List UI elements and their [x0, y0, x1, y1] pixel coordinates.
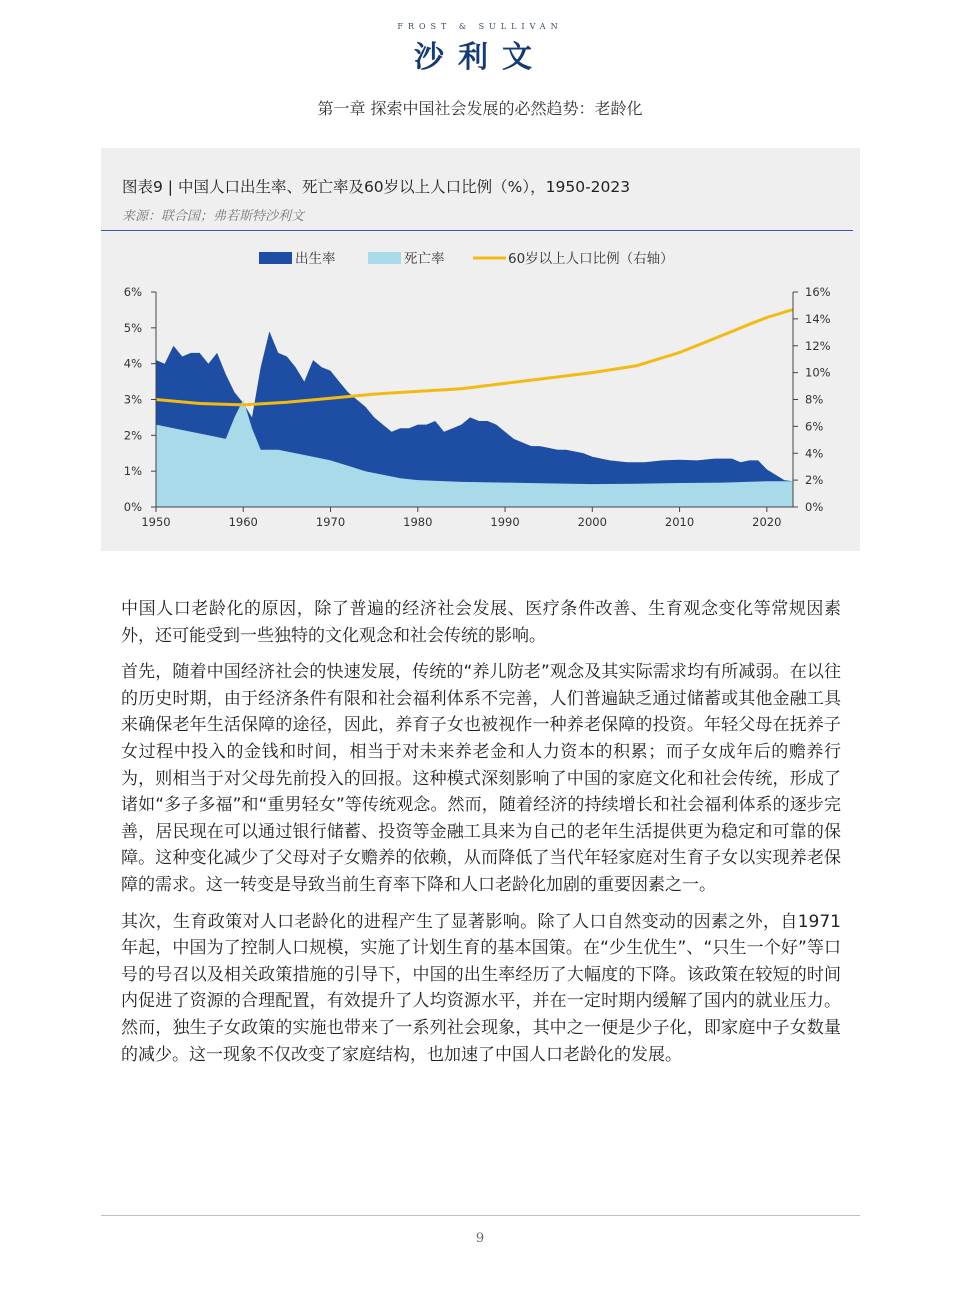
chapter-title: 第一章 探索中国社会发展的必然趋势：老龄化 [317, 99, 643, 118]
y-left-tick-label: 4% [123, 356, 142, 371]
brand-english: FROST & SULLIVAN [397, 22, 563, 31]
article-body [121, 596, 841, 1078]
figure-source: 来源：联合国；弗若斯特沙利文 [122, 209, 305, 224]
y-left-tick-label: 0% [123, 500, 142, 514]
population-chart [101, 148, 860, 551]
x-tick-label: 2010 [664, 515, 695, 529]
y-left-tick-label: 6% [123, 285, 142, 299]
x-tick-label: 1980 [403, 515, 433, 529]
footer-divider [101, 1215, 860, 1216]
y-left-tick-label: 3% [123, 392, 142, 407]
y-left-tick-label: 1% [123, 464, 142, 479]
paragraph-1: 中国人口老龄化的原因，除了普遍的经济社会发展、医疗条件改善、生育观念变化等常规因素外，还可能受到一些独特的文化观念和社会传统的影响。 [121, 599, 841, 646]
y-right-tick-label: 0% [805, 500, 824, 514]
paragraph-3: 其次，生育政策对人口老龄化的进程产生了显著影响。除了人口自然变动的因素之外，自1971年起，中国为了控制人口规模，实施了计划生育的基本国策。在“少生优生”、“只生一个好”等口号的号召以及相关政策措施的引导下，中国的出生率经历了大幅度的下降。该政策在较短的时间内促进了资源的合理配置，有效提升了人均资源水平，并在一定时期内缓解了国内的就业压力。然而，独生子女政策的实施也带来了一系列社会现象，其中之一便是少子化，即家庭中子女数量的减少。这一现象不仅改变了家庭结构，也加速了中国人口老龄化的发展。 [121, 911, 841, 1065]
paragraph-2: 首先，随着中国经济社会的快速发展，传统的“养儿防老”观念及其实际需求均有所减弱。在以往的历史时期，由于经济条件有限和社会福利体系不完善，人们普遍缺乏通过储蓄或其他金融工具来确保老年生活保障的途径，因此，养育子女也被视作一种养老保障的投资。年轻父母在抚养子女过程中投入的金钱和时间，相当于对未来养老金和人力资本的积累；而子女成年后的赡养行为，则相当于对父母先前投入的回报。这种模式深刻影响了中国的家庭文化和社会传统，形成了诸如“多子多福”和“重男轻女”等传统观念。然而，随着经济的持续增长和社会福利体系的逐步完善，居民现在可以通过银行储蓄、投资等金融工具来为自己的老年生活提供更为稳定和可靠的保障。这种变化减少了父母对子女赡养的依赖，从而降低了当代年轻家庭对生育子女以实现养老保障的需求。这一转变是导致当前生育率下降和人口老龄化加剧的重要因素之一。 [121, 662, 841, 895]
y-right-tick-label: 4% [805, 446, 824, 461]
y-right-tick-label: 14% [805, 311, 831, 326]
page-number: 9 [475, 1231, 485, 1246]
y-right-tick-label: 16% [805, 285, 831, 299]
y-right-tick-label: 2% [805, 473, 824, 488]
brand-logo: 沙利文 [414, 40, 546, 75]
y-left-tick-label: 2% [123, 428, 142, 443]
figure-panel [101, 148, 860, 551]
legend-label-birth-rate: 出生率 [295, 251, 336, 267]
y-right-tick-label: 6% [805, 419, 824, 434]
series-line-2 [156, 310, 793, 405]
x-tick-label: 2020 [752, 515, 782, 529]
legend-label-aged-ratio: 60岁以上人口比例（右轴） [508, 251, 674, 267]
x-tick-label: 1950 [141, 515, 171, 529]
page-header [0, 22, 960, 76]
x-tick-label: 2000 [577, 515, 607, 529]
legend-label-death-rate: 死亡率 [404, 251, 445, 267]
x-tick-label: 1990 [490, 515, 520, 529]
legend-swatch-death-rate [368, 252, 401, 264]
legend-swatch-birth-rate [259, 252, 292, 264]
y-right-tick-label: 12% [805, 338, 831, 353]
x-tick-label: 1960 [228, 515, 258, 529]
x-tick-label: 1970 [315, 515, 346, 529]
y-left-tick-label: 5% [123, 320, 142, 335]
figure-title: 图表9 | 中国人口出生率、死亡率及60岁以上人口比例（%），1950-2023 [122, 178, 631, 196]
y-right-tick-label: 8% [805, 392, 824, 407]
y-right-tick-label: 10% [805, 365, 831, 380]
